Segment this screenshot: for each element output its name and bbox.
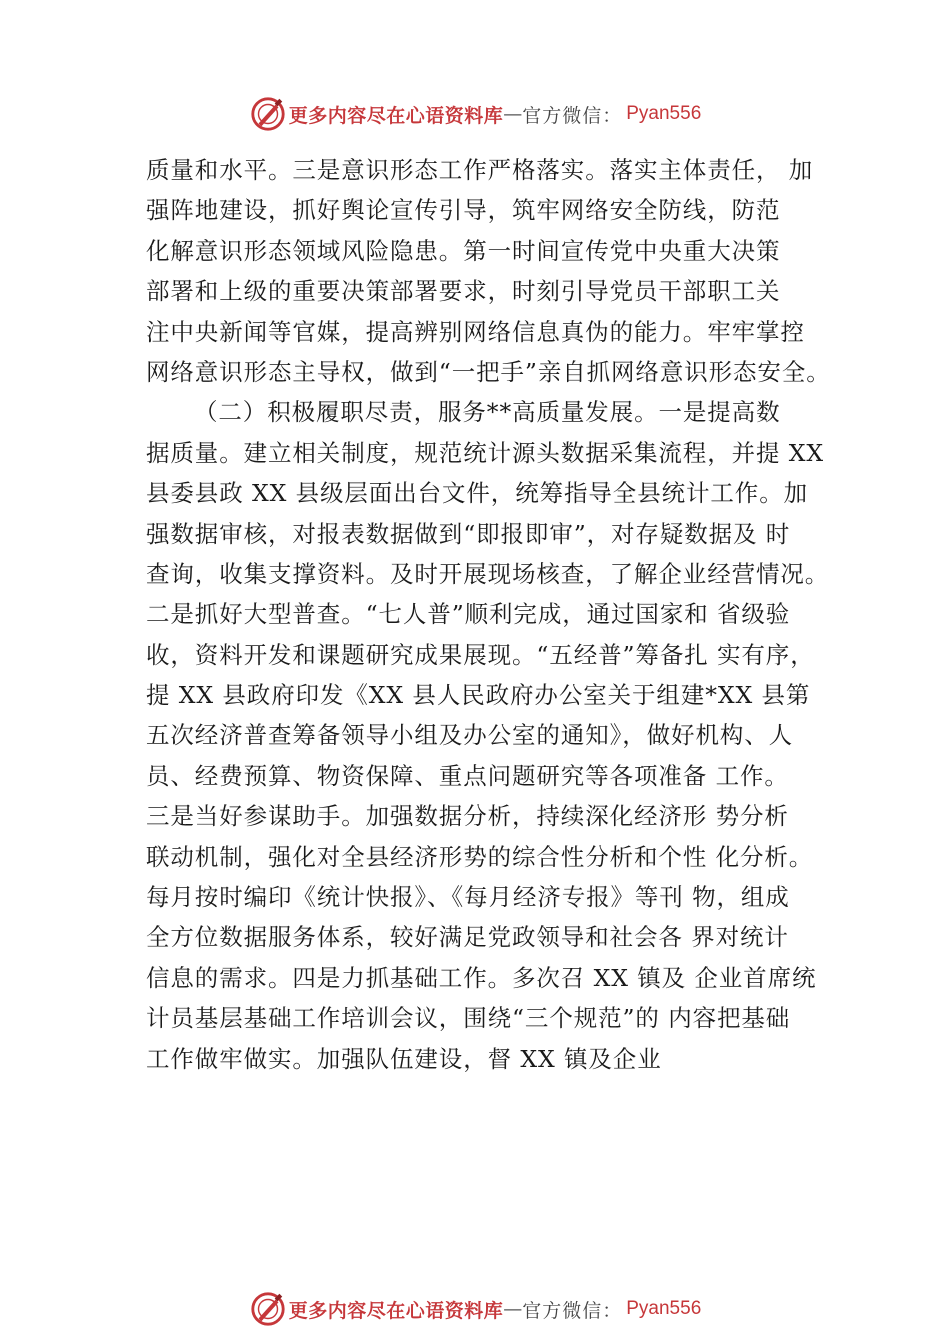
document-body	[146, 150, 846, 1079]
text-line: 注中央新闻等官媒，提高辨别网络信息真伪的能力。牢牢掌控	[146, 317, 805, 346]
text-line: 计员基层基础工作培训会议，围绕“三个规范”的 内容把基础	[146, 1004, 791, 1033]
text-line: 质量和水平。三是意识形态工作严格落实。落实主体责任， 加	[146, 156, 814, 184]
watermark-label: 官方微信：	[522, 104, 623, 127]
text-line: 县委县政 XX 县级层面出台文件，统筹指导全县统计工作。加	[146, 479, 808, 508]
section-heading-line: （二）积极履职尽责，服务**高质量发展。一是提高数	[194, 398, 781, 427]
watermark-id: Pyan556	[626, 1298, 702, 1319]
watermark-brand: 更多内容尽在心语资料库	[288, 1299, 504, 1322]
text-line: 查询，收集支撑资料。及时开展现场核查，了解企业经营情况。	[146, 559, 830, 588]
seal-logo-icon	[249, 1290, 287, 1328]
text-line: 信息的需求。四是力抓基础工作。多次召 XX 镇及 企业首席统	[146, 963, 817, 992]
text-line: 部署和上级的重要决策部署要求，时刻引导党员干部职工关	[146, 277, 781, 306]
watermark-brand: 更多内容尽在心语资料库	[288, 104, 504, 127]
text-line: 收，资料开发和课题研究成果展现。“五经普”筹备扎 实有序，	[146, 640, 815, 669]
watermark-label: 官方微信：	[522, 1299, 623, 1322]
text-line: 据质量。建立相关制度，规范统计源头数据采集流程，并提 XX	[146, 438, 825, 467]
text-line: 全方位数据服务体系，较好满足党政领导和社会各 界对统计	[146, 923, 789, 952]
watermark-id: Pyan556	[626, 103, 702, 124]
text-line: 每月按时编印《统计快报》、《每月经济专报》等刊 物，组成	[146, 883, 790, 912]
text-line: 网络意识形态主导权，做到“一把手”亲自抓网络意识形态安全。	[146, 357, 831, 386]
header-watermark	[0, 94, 950, 134]
seal-logo-icon	[249, 95, 287, 133]
text-line: 联动机制，强化对全县经济形势的综合性分析和个性 化分析。	[146, 842, 814, 871]
text-line: 强阵地建设，抓好舆论宣传引导，筑牢网络安全防线，防范	[146, 196, 781, 225]
text-line: 强数据审核，对报表数据做到“即报即审”，对存疑数据及 时	[146, 519, 791, 548]
text-line: 二是抓好大型普查。“七人普”顺利完成，通过国家和 省级验	[146, 600, 791, 629]
text-line: 员、经费预算、物资保障、重点问题研究等各项准备 工作。	[146, 761, 789, 790]
watermark-separator: —	[503, 1298, 523, 1320]
footer-watermark	[0, 1289, 950, 1329]
text-line: 三是当好参谋助手。加强数据分析，持续深化经济形 势分析	[146, 802, 789, 831]
text-line: 提 XX 县政府印发《XX 县人民政府办公室关于组建*XX 县第	[146, 681, 811, 710]
text-line: 五次经济普查筹备领导小组及办公室的通知》，做好机构、人	[146, 721, 794, 750]
text-line: 工作做牢做实。加强队伍建设，督 XX 镇及企业	[146, 1044, 662, 1073]
text-line: 化解意识形态领域风险隐患。第一时间宣传党中央重大决策	[146, 236, 781, 265]
watermark-separator: —	[503, 103, 523, 125]
